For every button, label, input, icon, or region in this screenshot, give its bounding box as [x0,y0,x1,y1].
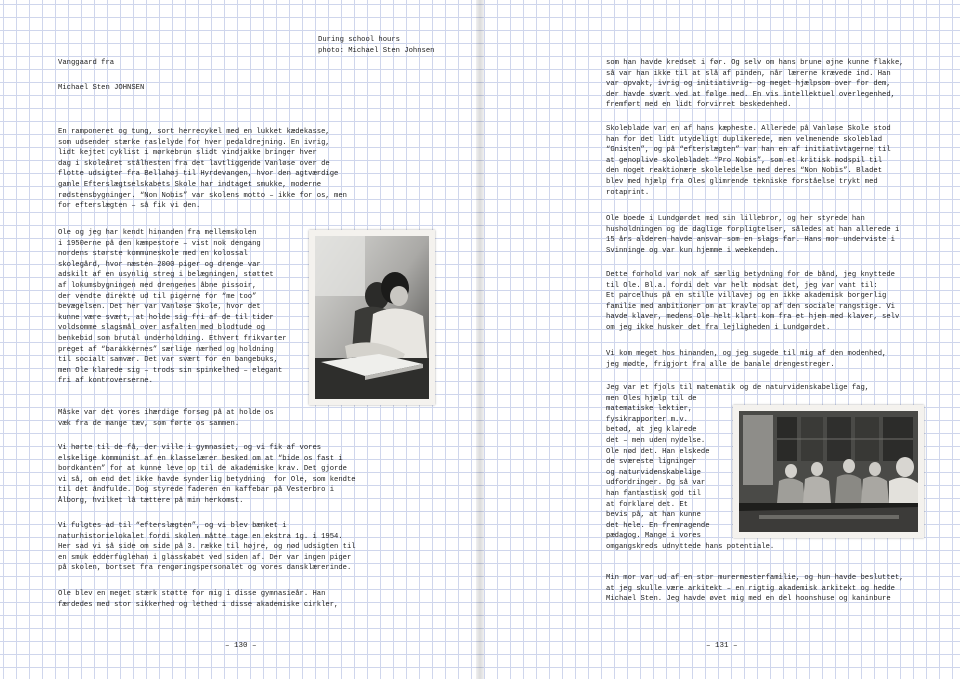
text-line: til det åndfulde. Dog styrede faderen en kaffebar på Vesterbro i [58,486,335,495]
paragraph [58,589,338,610]
text-line: Dette forhold var nok af særlig betydning for de bånd, jeg knyttede [606,271,895,279]
text-line: men Ole klarede sig – trods sin spinkelhed – elegant [58,366,283,375]
text-line: at genoplive skolebladet “Pro Nobis”, som et kritisk modspil til [606,156,883,165]
text-line: bordkanten” for at kunne leve op til de akademiske krav. Det gjorde [58,465,347,474]
text-line: var opvakt, ivrig og initiativrig- og meget hjælpsom over for dem, [606,80,891,89]
text-line: Ole nød det. Han elskede [606,447,710,456]
text-line: Michael Sten. Jeg havde øvet mig med en del hoonshuse og kaninbure [606,595,891,604]
text-line: matematiske lektier, [606,405,693,414]
photo-classroom [733,405,924,538]
text-line: og naturvidenskabelige [606,468,701,477]
text-line: at jeg skulle være arkitekt – en rigtig akademisk arkitekt og hedde [606,584,895,593]
text-line: naturhistorielokalet fordi skolen måtte tage en ekstra 1g. i 1954. [58,532,343,541]
book-gutter [476,0,484,679]
text-line: nordens største kommuneskole med en kolossal [58,250,248,259]
text-line: adskilt af en usynlig streg i belægningen, støttet [58,271,274,280]
text-line: om jeg ikke husker det fra lejligheden i Lundgørdet. [606,323,831,332]
text-line: Skoleblade var en af hans kæpheste. Allerede på Vanløse Skole stod [606,125,891,133]
text-line: som udsender stærke raslelyde for hver pedaldrejning. En ivrig, [58,138,330,147]
text-line: bevægelsen. Det her var Vanløse Skole, hvor det [58,303,261,312]
text-line: elskelige kommunist af en klasselærer besked om at “bide os fast i [58,454,343,463]
text-line: Jeg var et fjols til matematik og de naturvidenskabelige fag, [606,384,870,392]
paragraph [606,214,899,256]
text-line: Vi hørte til de få, der ville i gymnasiet, og vi fik af vores [58,444,322,452]
paragraph [58,408,274,429]
text-line: preget af “barakkernes” særlige nærhed og holdning [58,345,274,354]
page-number: – 130 – [225,642,257,650]
text-line: væk fra de mange tæv, som førte os sammen. [58,419,240,428]
text-line: i 1950erne på den kæmpestore – vist nok dengang [58,239,261,248]
chapter-title: Vanggaard fra [58,59,115,67]
text-line: til socialt samvær. Det var svært for en bangebuks, [58,356,278,365]
text-line: Vi kom meget hos hinanden, og jeg sugede til mig af den modenhed, [606,350,887,358]
students-reading-image [315,236,429,399]
text-line: omgangskreds udnyttede hans potentiale. [606,542,775,551]
text-line: rotaprint. [606,188,650,197]
text-line: men Oles hjælp til de [606,394,697,403]
text-line: Et parcelhus på en stille villavej og en ikke akademisk borgerlig [606,292,887,301]
text-line: på skolen, bortset fra rengøringspersonalet og vores dansklærerinde. [58,564,352,573]
text-line: en smuk edderfuglehan i glasskabet ved siden af. Der var ingen piger [58,553,352,562]
text-line: han fantastisk god til [606,489,701,498]
text-line: Her sad vi så side om side på 3. række til højre, og nød udsigten til [58,543,356,552]
text-line: 15 års alderen havde ansvar som en slags far. Hans mor underviste i [606,236,895,245]
text-line: af lokumsbygningen med drengenes åbne pissoir, [58,281,257,290]
text-line: flotte udsigter fra Bellahøj til Hyrdevangen, hvor den agtværdige [58,170,339,179]
photo-caption-line-2: photo: Michael Sten Johnsen [318,47,435,55]
author-name: Michael Sten JOHNSEN [58,84,145,92]
text-line: husholdningen og de daglige forpligtelser, således at han allerede i [606,225,900,234]
paragraph [58,443,356,507]
text-line: En ramponeret og tung, sort herrecykel med en lukket kædekasse, [58,128,330,136]
text-line: fri af kontroverserne. [58,377,153,386]
paragraph [58,228,287,387]
text-line: udfordringer. Og så var [606,479,706,488]
text-line: Ole boede i Lundgørdet med sin lillebror, og her styrede han [606,215,865,223]
text-line: der vendte direkte ud til pigerne for “me too” [58,292,257,301]
text-line: bevis på, at han kunne [606,511,701,520]
text-line: pædagog. Mange i vores [606,532,701,541]
text-line: til Ole. Bl.a. fordi det var helt modsat det, jeg var vant til: [606,281,878,290]
text-line: Måske var det vores ihærdige forsøg på at holde os [58,409,274,417]
text-line: havde klaver, medens Ole helt klart kom fra et hjem med klaver, selv [606,313,900,322]
paragraph [606,58,904,111]
text-line: så var han ikke til at slå af pinden, når lærerne krævede ind. Han [606,69,891,78]
photo-students-reading [309,230,435,405]
text-line: betød, at jeg klarede [606,426,697,435]
text-line: de sværeste ligninger [606,458,697,467]
text-line: for efterslægten – så fik vi den. [58,202,201,211]
text-line: skolegård, hvor næsten 2000 piger og drenge var [58,260,261,269]
text-line: rødstensbygninger. “Non Nobis” var skolens motto – ikke for os, men [58,191,347,200]
paragraph [58,127,347,212]
text-line: det – men uden nydelse. [606,436,706,445]
text-line: gamle Efterslægtselskabets Skole har indtaget smukke, moderne [58,180,322,189]
text-line: Svinninge og var kun hjemme i weekenden. [606,246,779,255]
text-line: Ålborg, hvilket lå tættere på min herkomst. [58,496,244,505]
text-line: familie med ambitioner om at kravle op af den sociale rangstige. Vi [606,302,895,311]
text-line: benkebid som brutal underholdning. Ethvert frikvarter [58,334,287,343]
text-line: vi så, om end det ikke havde synderlig betydning for Ole, som kendte [58,475,356,484]
paragraph [606,573,904,605]
text-line: Vi fulgtes ad til “efterslægten”, og vi blev bænket i [58,522,287,530]
classroom-image [739,411,918,532]
text-line: voldsomme slagsmål over asfalten med blodtude og [58,324,266,333]
photo-caption-line-1: During school hours [318,36,400,44]
paragraph [606,124,891,198]
text-line: lidt kejtet cyklist i mørkebrun slidt vindjakke bringer hver [58,149,317,158]
text-line: jeg mødte, frigjort fra alle de banale drengestreger. [606,360,835,369]
paragraph [58,521,356,574]
paragraph [606,349,886,370]
text-line: kunne være svært, at holde sig fri af de til tider [58,313,274,322]
left-page [0,0,476,679]
right-page [484,0,960,679]
text-line: Min mor var ud af en stor murermesterfamilie, og hun havde besluttet, [606,574,904,582]
text-line: han for det lidt utydeligt duplikerede, men velmenende skoleblad [606,135,883,144]
text-line: fysikrapporter m.v. [606,415,688,424]
paragraph [606,270,899,334]
text-line: den noget reaktionære skoleledelse med deres “Non Nobis”. Bladet [606,167,883,176]
text-line: Ole blev en meget stærk støtte for mig i disse gymnasieår. Han [58,590,326,598]
text-line: det hele. En fremragende [606,521,710,530]
text-line: “Gnisten”, og på “efterslægten” var han en af initiativtagerne til [606,146,891,155]
text-line: blev med hjælp fra Oles glimrende tekniske forståelse trykt med [606,177,878,186]
text-line: at forklare det. Et [606,500,688,509]
text-line: der havde svært ved at følge med. En vis intellektuel overlegenhed, [606,90,895,99]
text-line: fremført med en lidt forvirret beskedenhed. [606,101,792,110]
text-line: som han havde kredset i før. Og selv om hans brune øjne kunne flakke, [606,59,904,67]
text-line: færdedes med stor sikkerhed og lethed i disse akademiske cirkler, [58,600,339,609]
page-number: – 131 – [706,642,738,650]
text-line: Ole og jeg har kendt hinanden fra mellemskolen [58,229,257,237]
text-line: dag i skoleåret stålhesten fra det lavtliggende Vanløse over de [58,159,330,168]
